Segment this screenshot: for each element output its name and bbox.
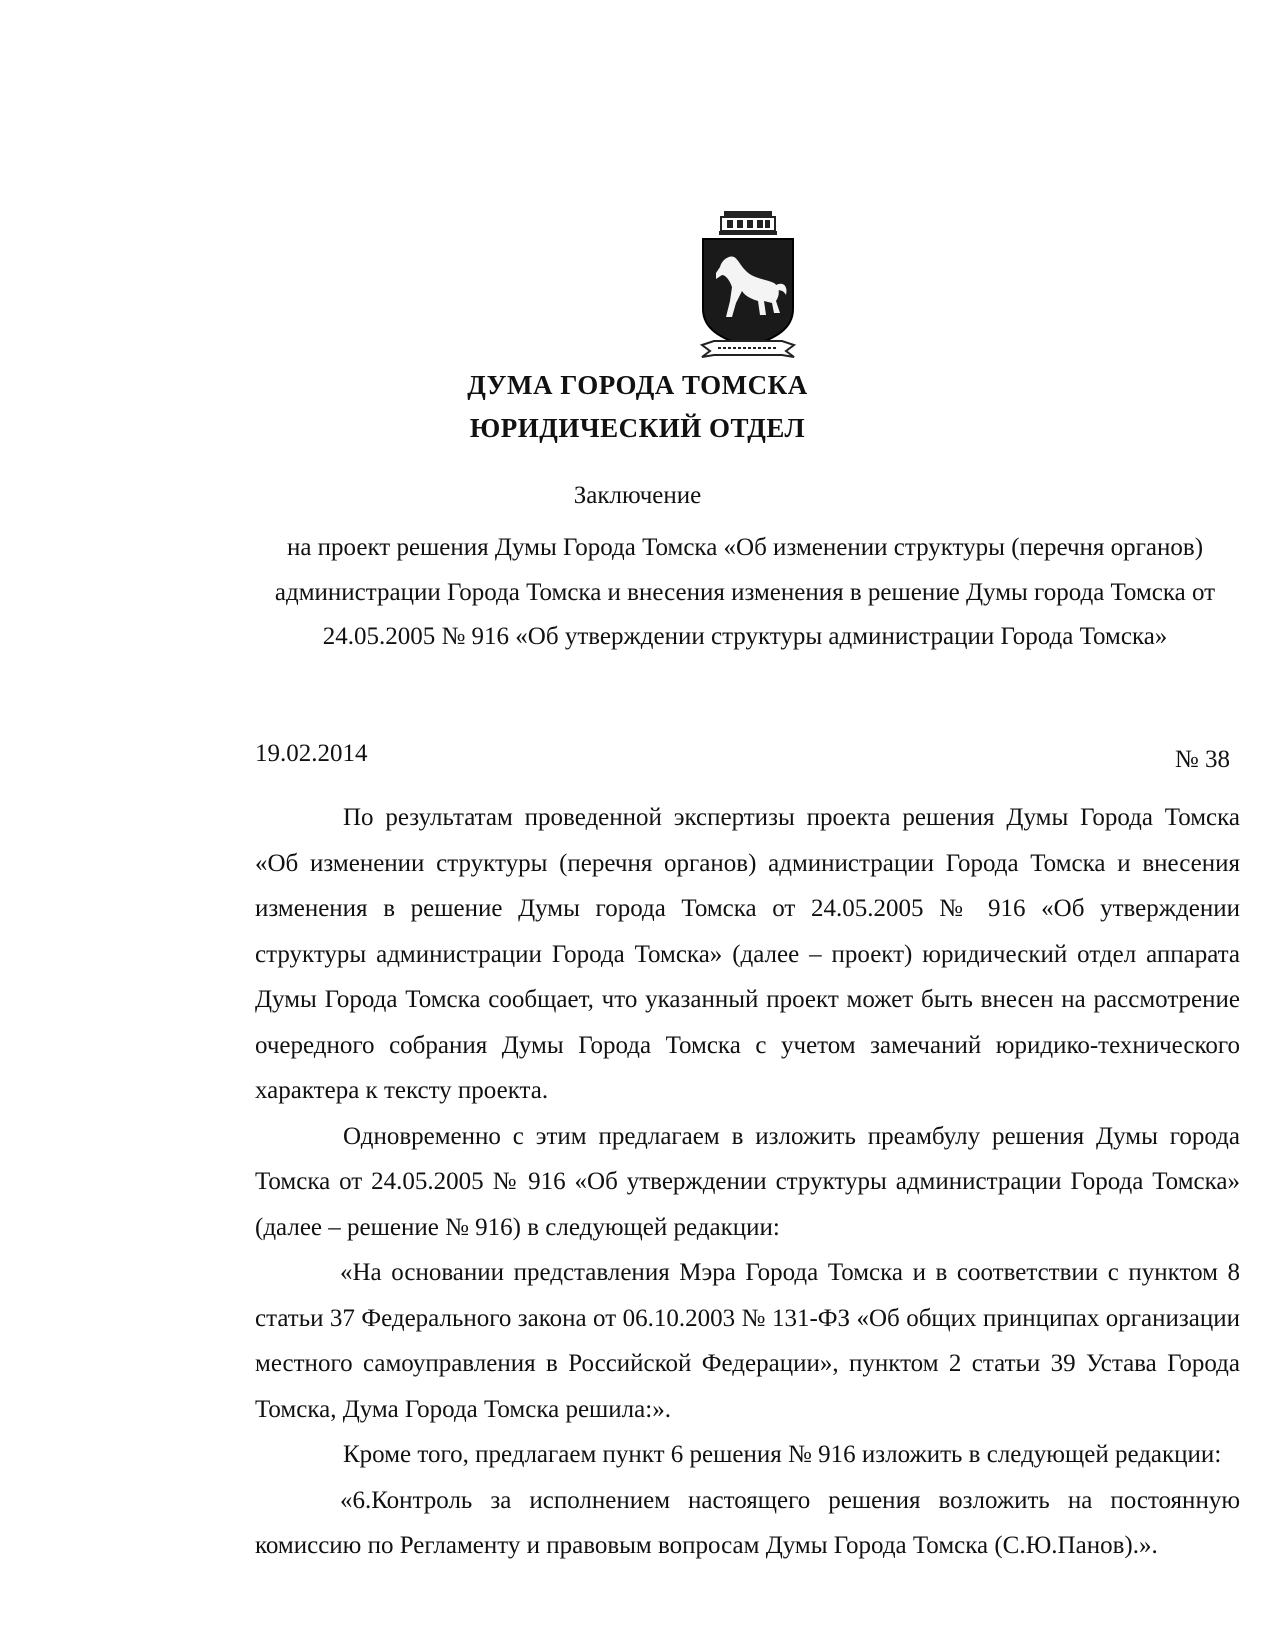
paragraph-clause-text: «6.Контроль за исполнением настоящего решения возложить на постоянную комиссию по Регламенту и правовым вопросам Думы Города Томска (С.Ю.Панов).».	[255, 1486, 1240, 1559]
document-type: Заключение	[573, 482, 702, 509]
department-name: ЮРИДИЧЕСКИЙ ОТДЕЛ	[469, 413, 806, 443]
ribbon-icon	[702, 341, 794, 357]
paragraph-clause-proposal: Кроме того, предлагаем пункт 6 решения № 916 изложить в следующей редакции:	[343, 1441, 1222, 1468]
paragraph-conclusion: По результатам проведенной экспертизы проекта решения Думы Города Томска «Об изменении структуры (перечня органов) администрации Города Томска и внесения изменения в решение Думы города Томска от 24.05.2005 № 916 «Об утверждении структуры администрации Города Томска» (далее – проект) юридический отдел аппарата Думы Города Томска сообщает, что указанный проект может быть внесен на рассмотрение очередного собрания Думы Города Томска с учетом замечаний юридико-технического характера к тексту проекта.	[255, 804, 1240, 1104]
paragraph-preamble-text: «На основании представления Мэра Города Томска и в соответствии с пунктом 8 статьи 37 Федерального закона от 06.10.2003 № 131-ФЗ «Об общих принципах организации местного самоуправления в Российской Федерации», пунктом 2 статьи 39 Устава Города Томска, Дума Города Томска решила:».	[255, 1259, 1240, 1423]
paragraph-preamble-proposal: Одновременно с этим предлагаем в изложить преамбулу решения Думы города Томска от 24.05.2005 № 916 «Об утверждении структуры администрации Города Томска» (далее – решение № 916) в следующей редакции:	[255, 1122, 1240, 1241]
crown-icon	[719, 211, 777, 235]
org-name: ДУМА ГОРОДА ТОМСКА	[467, 370, 808, 400]
document-number: № 38	[1174, 746, 1230, 773]
document-body	[255, 795, 1240, 1569]
document-date: 19.02.2014	[255, 740, 368, 767]
document-subject: на проект решения Думы Города Томска «Об изменении структуры (перечня органов) администрации Города Томска и внесения изменения в решение Думы города Томска от 24.05.2005 № 916 «Об утверждении структуры администрации Города Томска»	[274, 534, 1216, 650]
coat-of-arms-icon	[700, 209, 796, 369]
